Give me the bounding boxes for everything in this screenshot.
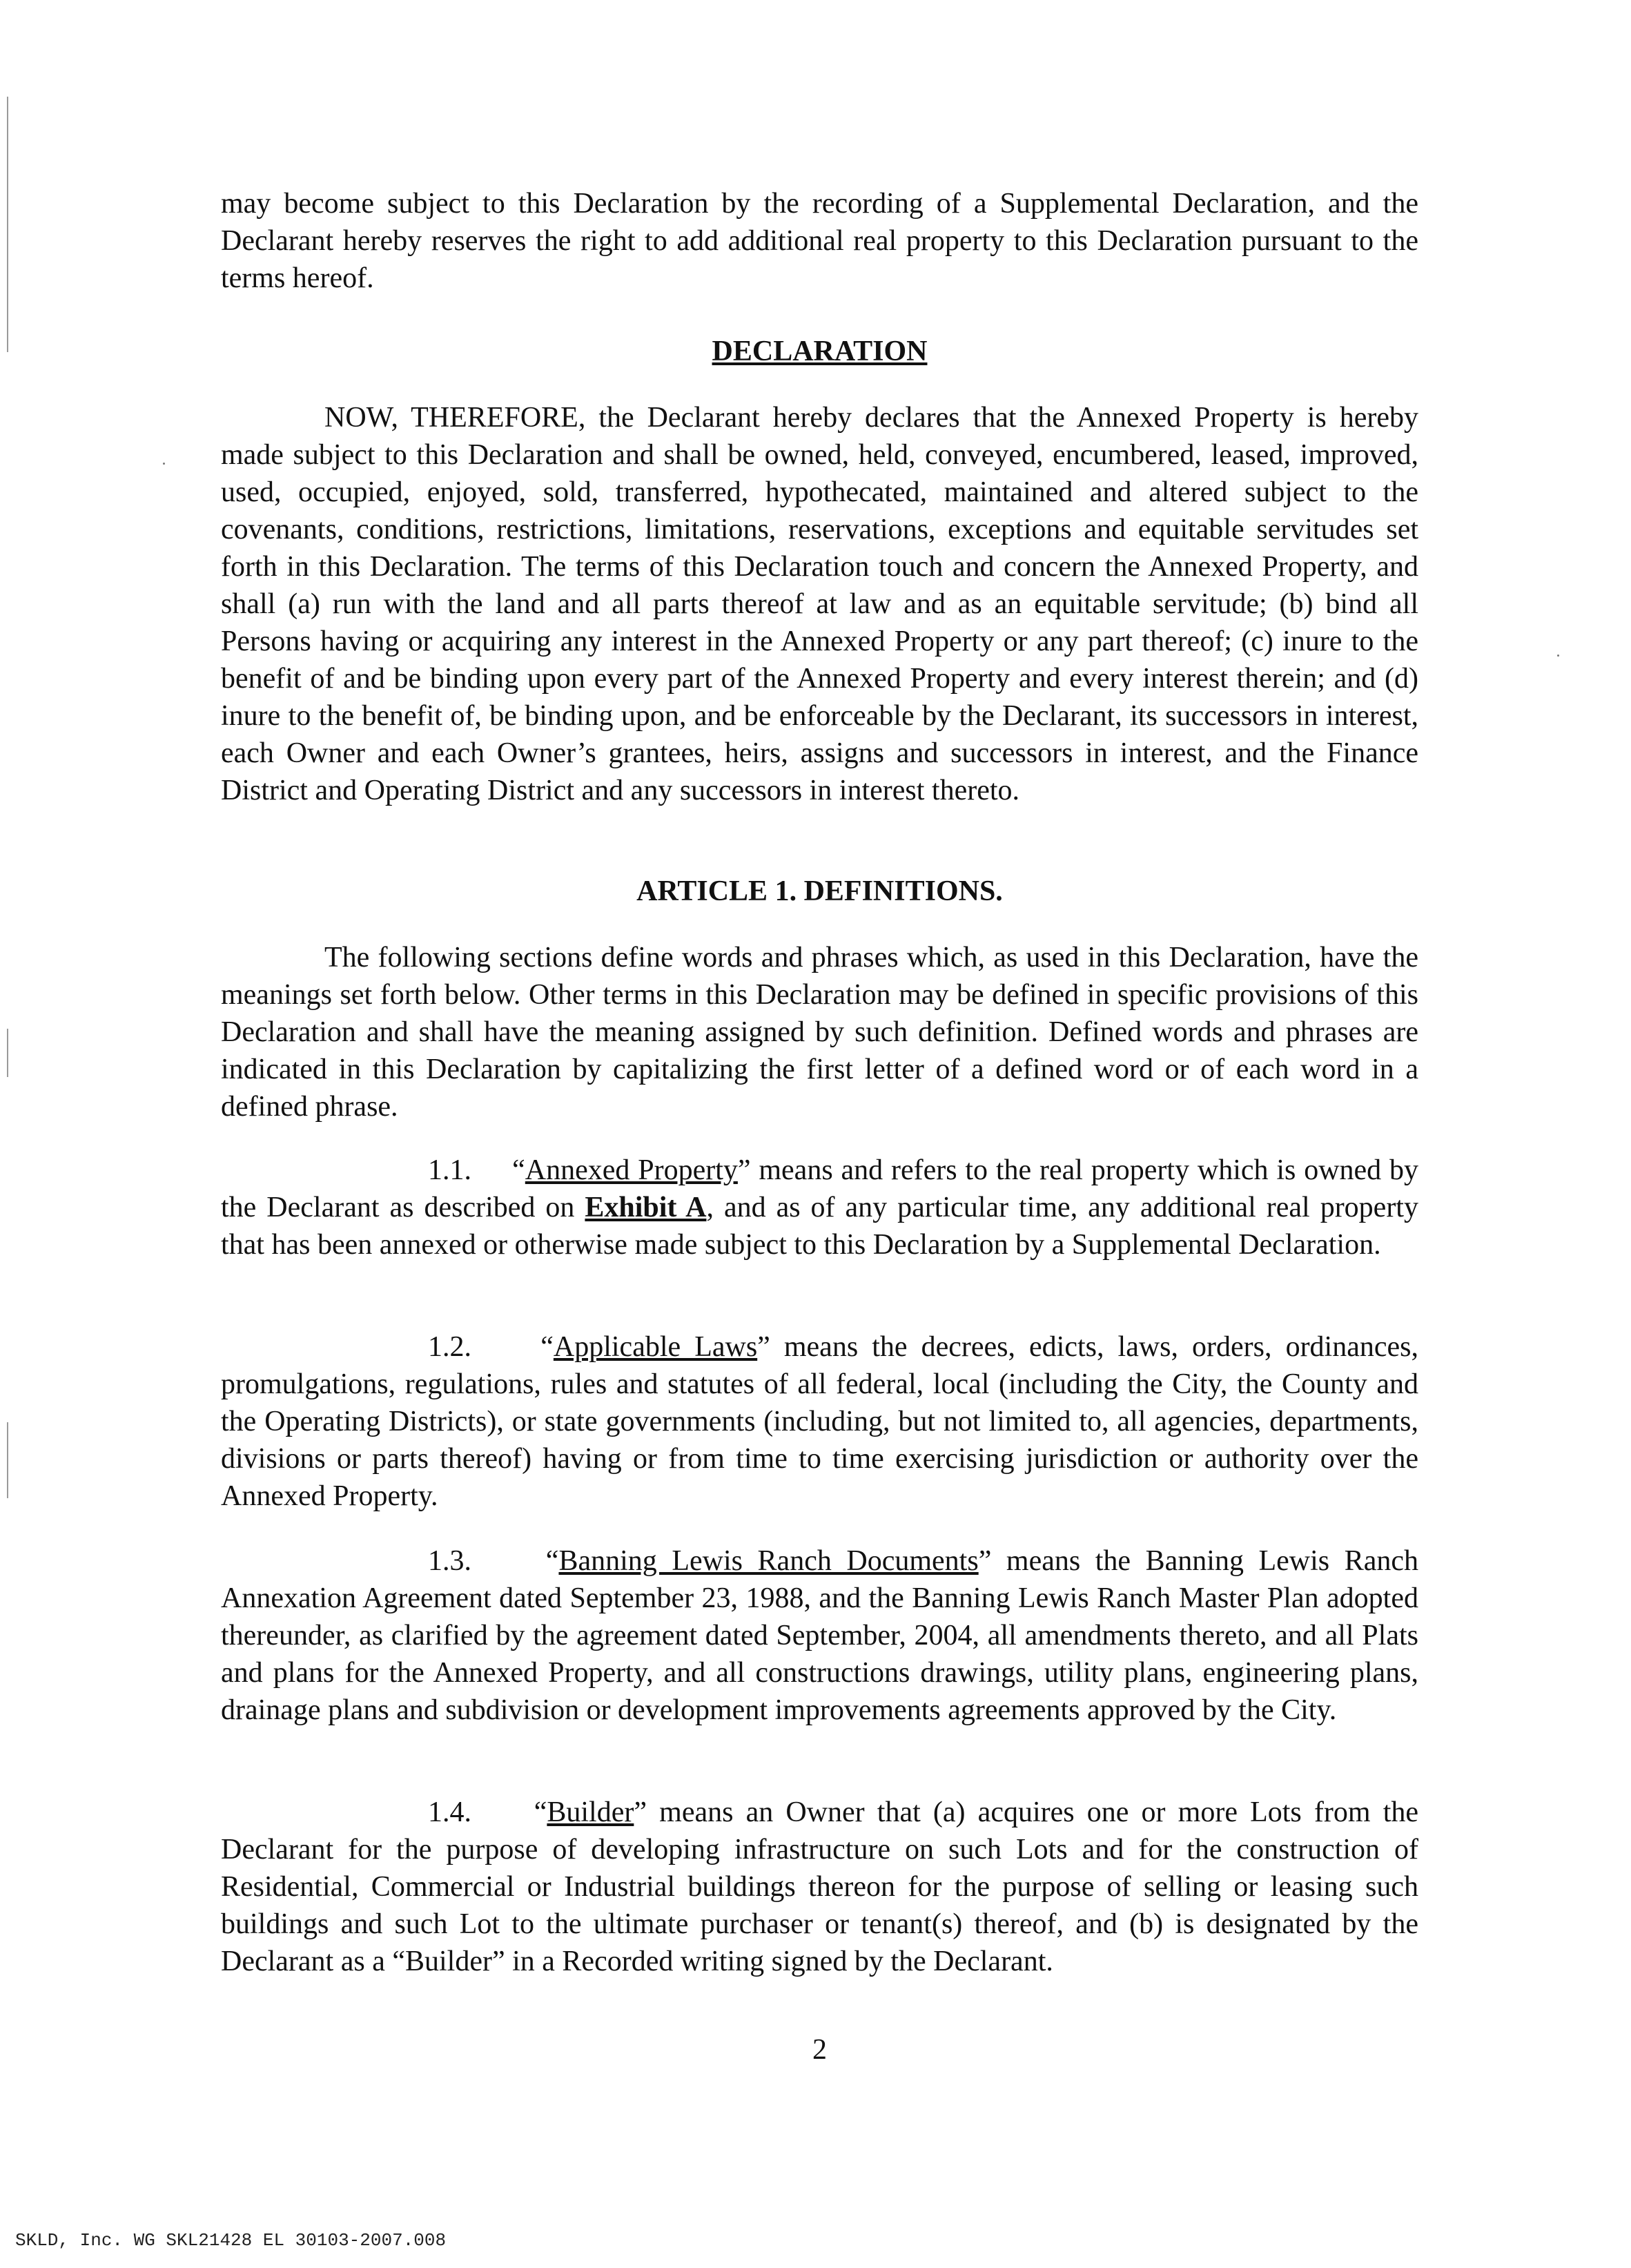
close-quote: ” bbox=[737, 1154, 751, 1186]
definition-text: means the decrees, edicts, laws, orders, ordinances, promulgations, regulations, rules and statutes of all federal, local (including the City, the County and the Operating Districts), or state governments (including, but not limited to, all agencies, departments, divisions or parts thereof) having or from time to time exercising jurisdiction or authority over the Annexed Property. bbox=[221, 1331, 1418, 1512]
scan-margin-mark bbox=[7, 1029, 8, 1077]
article-heading: ARTICLE 1. DEFINITIONS. bbox=[636, 875, 1003, 907]
definition-text: means an Owner that (a) acquires one or more Lots from the Declarant for the purpose of developing infrastructure on such Lots and for the construction of Residential, Commercial or Industrial buildings thereon for the purpose of selling or leasing such buildings and such Lot to the ultimate purchaser or tenant(s) thereof, and (b) is designated by the Declarant as a “Builder” in a Recorded writing signed by the Declarant. bbox=[221, 1796, 1419, 1977]
scan-speck bbox=[1557, 655, 1559, 657]
intro-paragraph: may become subject to this Declaration by the recording of a Supplemental Declaration, and the Declarant hereby reserves the right to add additional real property to this Declaration pursuant to the terms hereof. bbox=[221, 188, 1418, 294]
definition-builder bbox=[221, 1794, 1418, 1980]
document-footer: SKLD, Inc. WG SKL21428 EL 30103-2007.008 bbox=[15, 2230, 447, 2251]
open-quote: “ bbox=[534, 1796, 547, 1828]
open-quote: “ bbox=[540, 1331, 554, 1363]
definition-number: 1.2. bbox=[428, 1331, 471, 1363]
defined-term: Annexed Property bbox=[525, 1154, 738, 1186]
defined-term: Applicable Laws bbox=[553, 1331, 758, 1363]
open-quote: “ bbox=[512, 1154, 525, 1186]
close-quote: ” bbox=[634, 1796, 647, 1828]
definition-text: means and refers to the real property which is owned by the Declarant as described on bbox=[221, 1154, 1419, 1223]
definition-applicable-laws bbox=[221, 1328, 1418, 1515]
definition-number: 1.1. bbox=[428, 1154, 471, 1186]
definition-text-continued: , and as of any particular time, any additional real property that has been annexed or otherwise made subject to this Declaration by a Supplemental Declaration. bbox=[221, 1192, 1418, 1261]
definition-number: 1.3. bbox=[428, 1545, 471, 1577]
defined-term: Builder bbox=[547, 1796, 634, 1828]
exhibit-reference: Exhibit A bbox=[585, 1192, 707, 1223]
page-number: 2 bbox=[812, 2034, 827, 2066]
definition-annexed-property bbox=[221, 1152, 1418, 1263]
declaration-heading: DECLARATION bbox=[712, 336, 928, 367]
declaration-paragraph: NOW, THEREFORE, the Declarant hereby declares that the Annexed Property is hereby made subject to this Declaration and shall be owned, held, conveyed, encumbered, leased, improved, used, occupied, enjoyed, sold, transferred, hypothecated, maintained and altered subject to the covenants, conditions, restrictions, limitations, reservations, exceptions and equitable servitudes set forth in this Declaration. The terms of this Declaration touch and concern the Annexed Property, and shall (a) run with the land and all parts thereof at law and as an equitable servitude; (b) bind all Persons having or acquiring any interest in the Annexed Property or any part thereof; (c) inure to the benefit of and be binding upon every part of the Annexed Property and every interest therein; and (d) inure to the benefit of, be binding upon, and be enforceable by the Declarant, its successors in interest, each Owner and each Owner’s grantees, heirs, assigns and successors in interest, and the Finance District and Operating District and any successors in interest thereto. bbox=[221, 402, 1418, 806]
article-intro-paragraph: The following sections define words and phrases which, as used in this Declaration, have the meanings set forth below. Other terms in this Declaration may be defined in specific provisions of this Declaration and shall have the meaning assigned by such definition. Defined words and phrases are indicated in this Declaration by capitalizing the first letter of a defined word or of each word in a defined phrase. bbox=[221, 942, 1418, 1123]
close-quote: ” bbox=[757, 1331, 770, 1363]
close-quote: ” bbox=[978, 1545, 992, 1577]
definition-text: means the Banning Lewis Ranch Annexation Agreement dated September 23, 1988, and the Banning Lewis Ranch Master Plan adopted thereunder, as clarified by the agreement dated September, 2004, all amendments thereto, and all Plats and plans for the Annexed Property, and all constructions drawings, utility plans, engineering plans, drainage plans and subdivision or development improvements agreements approved by the City. bbox=[221, 1545, 1419, 1726]
scan-margin-mark bbox=[7, 97, 8, 352]
definition-banning-lewis-ranch-documents bbox=[221, 1542, 1418, 1729]
defined-term: Banning Lewis Ranch Documents bbox=[558, 1545, 979, 1577]
definition-number: 1.4. bbox=[428, 1796, 471, 1828]
open-quote: “ bbox=[545, 1545, 559, 1577]
scan-margin-mark bbox=[7, 1422, 8, 1498]
scan-speck bbox=[163, 463, 165, 465]
